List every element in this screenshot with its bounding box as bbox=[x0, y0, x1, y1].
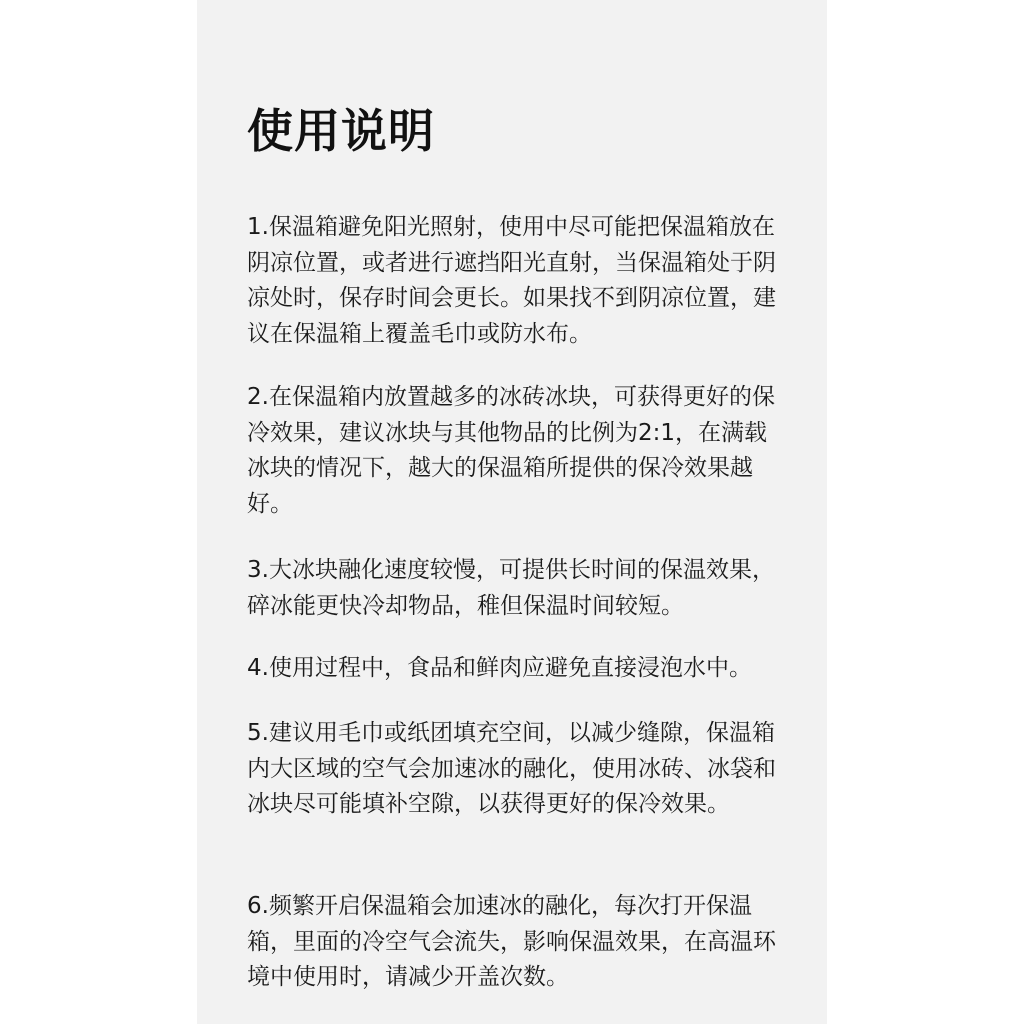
instruction-paragraph-2: 2.在保温箱内放置越多的冰砖冰块，可获得更好的保冷效果，建议冰块与其他物品的比例为2:1，在满载冰块的情况下，越大的保温箱所提供的保冷效果越好。 bbox=[247, 384, 775, 517]
page-title: 使用说明 bbox=[247, 104, 435, 158]
instruction-paragraph-5: 5.建议用毛巾或纸团填充空间，以减少缝隙，保温箱内大区域的空气会加速冰的融化，使用冰砖、冰袋和冰块尽可能填补空隙，以获得更好的保冷效果。 bbox=[247, 720, 776, 817]
instruction-paragraph-3: 3.大冰块融化速度较慢，可提供长时间的保温效果，碎冰能更快冷却物品，稚但保温时间较短。 bbox=[247, 557, 775, 619]
instruction-paragraph-6: 6.频繁开启保温箱会加速冰的融化，每次打开保温箱，里面的冷空气会流失，影响保温效果，在高温环境中使用时，请减少开盖次数。 bbox=[247, 893, 776, 990]
instruction-paragraph-1: 1.保温箱避免阳光照射，使用中尽可能把保温箱放在阴凉位置，或者进行遮挡阳光直射，当保温箱处于阴凉处时，保存时间会更长。如果找不到阴凉位置，建议在保温箱上覆盖毛巾或防水布。 bbox=[247, 214, 776, 347]
instruction-paragraph-4: 4.使用过程中，食品和鲜肉应避免直接浸泡水中。 bbox=[247, 655, 752, 681]
